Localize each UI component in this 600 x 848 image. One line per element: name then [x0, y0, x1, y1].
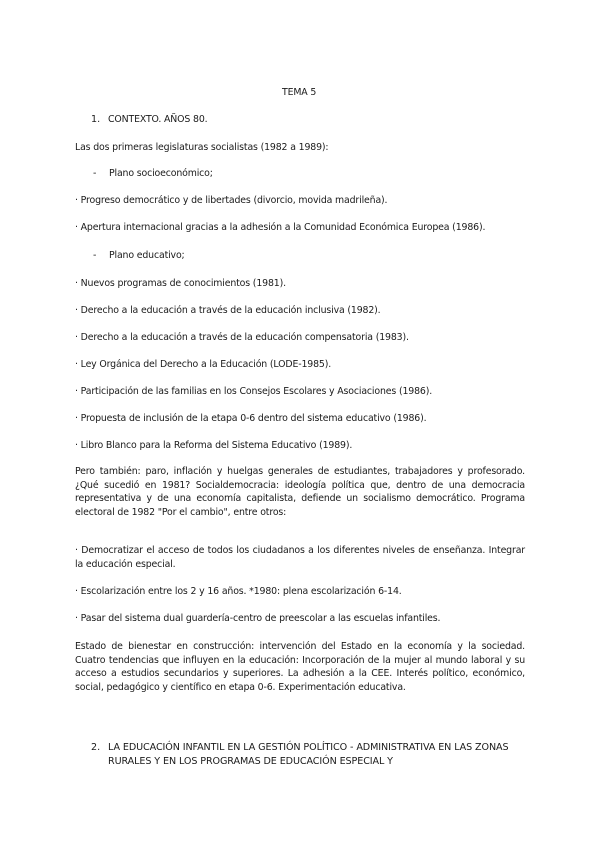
program-item: · Democratizar el acceso de todos los ciudadanos a los diferentes niveles de enseñanza. Integrar la educación especial. [75, 545, 525, 570]
section-1-number: 1. [91, 114, 101, 125]
program-item: · Escolarización entre los 2 y 16 años. *1980: plena escolarización 6-14. [75, 586, 402, 597]
edu-item: · Nuevos programas de conocimientos (1981). [75, 278, 286, 289]
edu-item: · Libro Blanco para la Reforma del Sistema Educativo (1989). [75, 440, 353, 451]
edu-item: · Participación de las familias en los Consejos Escolares y Asociaciones (1986). [75, 386, 433, 397]
sub1-label: Plano socioeconómico; [109, 168, 213, 179]
paragraph-pero: Pero también: paro, inflación y huelgas generales de estudiantes, trabajadores y profesorado. ¿Qué sucedió en 1981? Socialdemocracia: ideología política que, dentro de una democracia representativa y de una economía capitalista, defiende un socialismo democrático. Programa electoral de 1982 "Por el cambio", entre otros: [75, 466, 525, 518]
socio-item: · Progreso democrático y de libertades (divorcio, movida madrileña). [75, 195, 388, 206]
paragraph-estado: Estado de bienestar en construcción: intervención del Estado en la economía y la sociedad. Cuatro tendencias que influyen en la educación: Incorporación de la mujer al mundo laboral y su acceso a estudios secundarios y superiores. La adhesión a la CEE. Interés político, económico, social, pedagógico y científico en etapa 0-6. Experimentación educativa. [75, 641, 525, 693]
edu-item: · Ley Orgánica del Derecho a la Educación (LODE-1985). [75, 359, 332, 370]
socio-item: · Apertura internacional gracias a la adhesión a la Comunidad Económica Europea (1986). [75, 222, 486, 233]
intro-text: Las dos primeras legislaturas socialistas (1982 a 1989): [75, 142, 329, 153]
section-1-heading: CONTEXTO. AÑOS 80. [108, 114, 208, 125]
edu-item: · Derecho a la educación a través de la educación inclusiva (1982). [75, 305, 381, 316]
section-2-number: 2. [91, 742, 101, 753]
page-title: TEMA 5 [282, 87, 317, 98]
sub1-bullet: - [93, 168, 97, 179]
section-2-heading: LA EDUCACIÓN INFANTIL EN LA GESTIÓN POLÍTICO - ADMINISTRATIVA EN LAS ZONAS RURALES Y EN LOS PROGRAMAS DE EDUCACIÓN ESPECIAL Y [108, 742, 509, 767]
sub2-label: Plano educativo; [109, 250, 185, 261]
sub2-bullet: - [93, 250, 97, 261]
edu-item: · Derecho a la educación a través de la educación compensatoria (1983). [75, 332, 409, 343]
program-item: · Pasar del sistema dual guardería-centro de preescolar a las escuelas infantiles. [75, 613, 441, 624]
edu-item: · Propuesta de inclusión de la etapa 0-6 dentro del sistema educativo (1986). [75, 413, 427, 424]
